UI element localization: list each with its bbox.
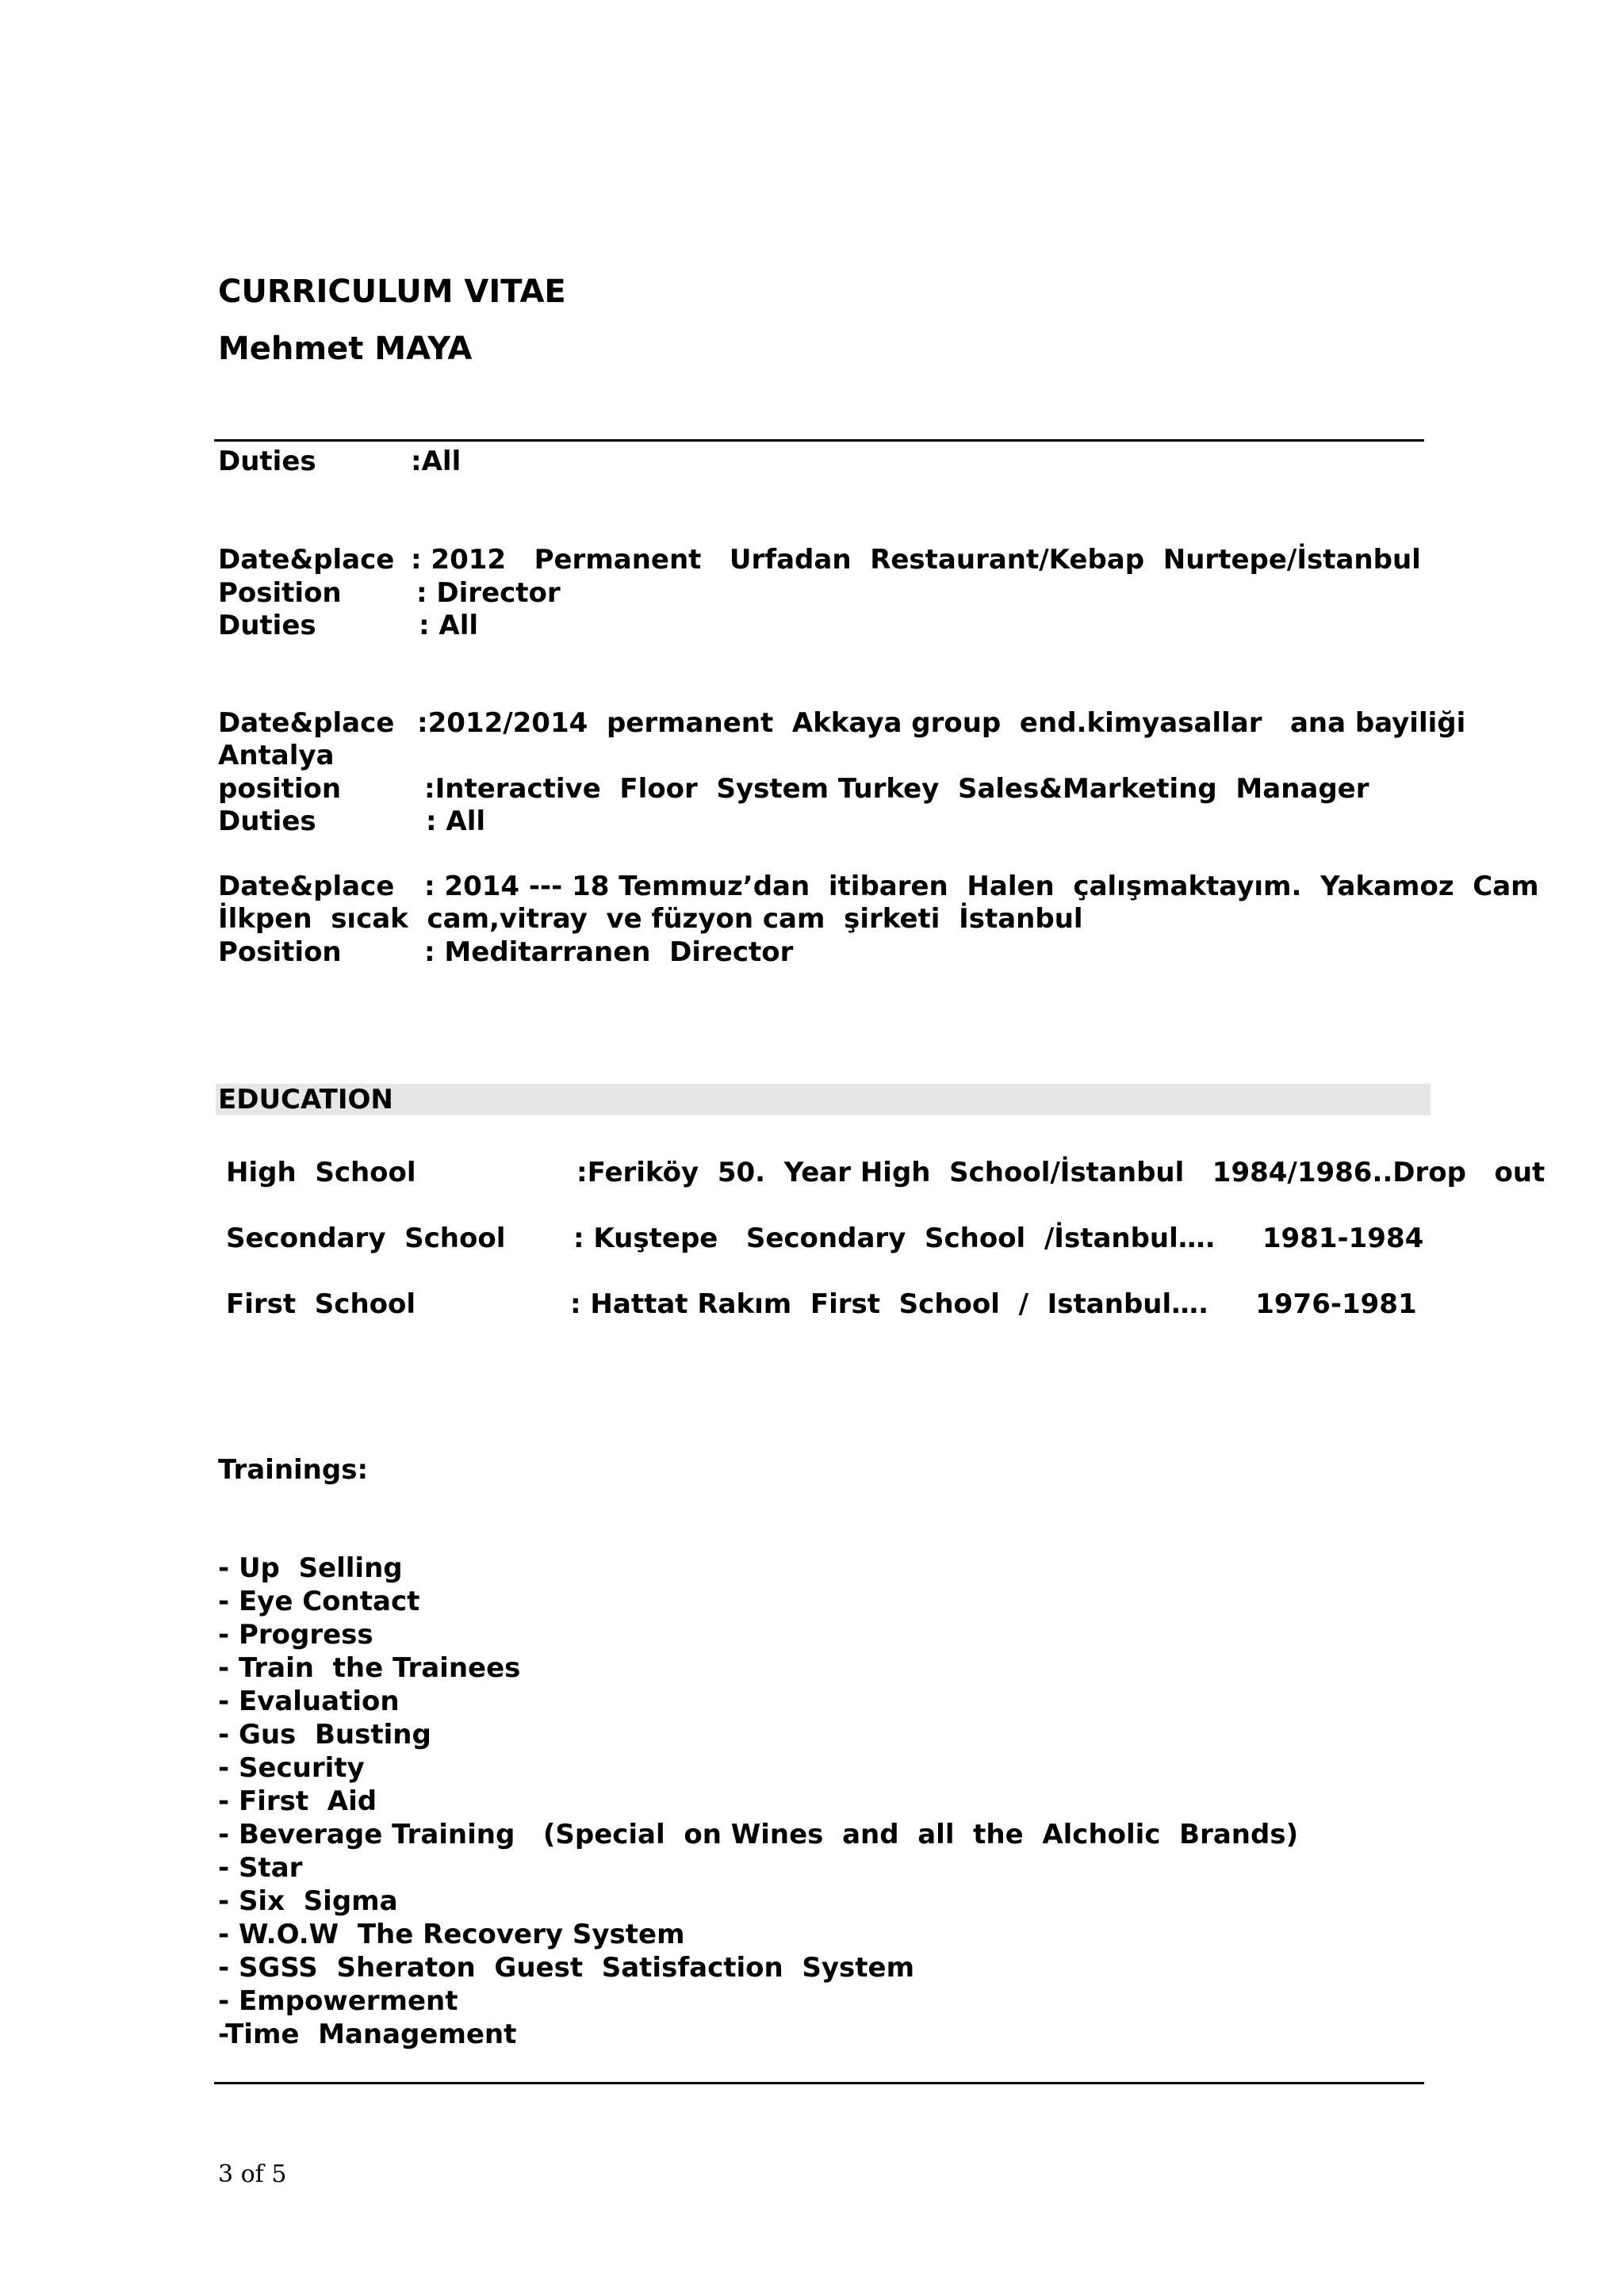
education-value: :Feriköy 50. Year High School/İstanbul 1984/1986..Drop out xyxy=(576,1157,1545,1188)
date-place-label: Date&place xyxy=(218,871,395,902)
duties-value: : All xyxy=(426,806,486,837)
duties-value: : All xyxy=(419,610,479,641)
list-item: - Evaluation xyxy=(218,1686,400,1717)
education-heading: EDUCATION xyxy=(218,1084,393,1115)
list-item: - W.O.W The Recovery System xyxy=(218,1919,685,1950)
document-title: CURRICULUM VITAE xyxy=(218,274,566,310)
position-value: : Director xyxy=(416,577,561,609)
list-item: - Eye Contact xyxy=(218,1586,420,1617)
duties-value: :All xyxy=(411,446,462,477)
date-place-label: Date&place xyxy=(218,544,395,576)
position-label: position xyxy=(218,773,342,805)
date-place-value: :2012/2014 permanent Akkaya group end.kimyasallar ana bayiliği xyxy=(417,707,1466,739)
bottom-divider xyxy=(214,2082,1424,2084)
position-label: Position xyxy=(218,936,342,968)
position-value: :Interactive Floor System Turkey Sales&Marketing Manager xyxy=(424,773,1369,805)
education-value: : Kuştepe Secondary School /İstanbul…. 1981-1984 xyxy=(573,1223,1424,1254)
date-place-label: Date&place xyxy=(218,707,395,739)
list-item: - Security xyxy=(218,1752,365,1784)
list-item: - Progress xyxy=(218,1619,373,1651)
list-item: - Train the Trainees xyxy=(218,1652,521,1684)
list-item: - Beverage Training (Special on Wines and all the Alcholic Brands) xyxy=(218,1819,1299,1850)
list-item: - SGSS Sheraton Guest Satisfaction System xyxy=(218,1952,914,1984)
list-item: - Six Sigma xyxy=(218,1885,398,1917)
date-place-value: : 2012 Permanent Urfadan Restaurant/Kebap Nurtepe/İstanbul xyxy=(411,544,1421,576)
person-name: Mehmet MAYA xyxy=(218,331,473,367)
duties-label: Duties xyxy=(218,610,316,641)
list-item: -Time Management xyxy=(218,2019,517,2050)
trainings-list xyxy=(218,1552,1298,2051)
position-label: Position xyxy=(218,577,342,609)
duties-label: Duties xyxy=(218,806,316,837)
education-value: : Hattat Rakım First School / Istanbul…. 1976-1981 xyxy=(570,1288,1417,1320)
duties-label: Duties xyxy=(218,446,316,477)
date-place-continuation: Antalya xyxy=(218,740,335,771)
top-divider xyxy=(214,439,1424,442)
list-item: - Empowerment xyxy=(218,1985,458,2017)
list-item: - First Aid xyxy=(218,1785,377,1817)
date-place-continuation: İlkpen sıcak cam,vitray ve füzyon cam şirketi İstanbul xyxy=(218,903,1083,935)
position-value: : Meditarranen Director xyxy=(424,936,794,968)
page-number: 3 of 5 xyxy=(218,2160,287,2188)
list-item: - Star xyxy=(218,1852,303,1884)
list-item: - Gus Busting xyxy=(218,1719,431,1751)
date-place-value: : 2014 --- 18 Temmuz’dan itibaren Halen çalışmaktayım. Yakamoz Cam xyxy=(424,871,1539,902)
education-label: High School xyxy=(226,1157,416,1188)
trainings-heading: Trainings: xyxy=(218,1454,369,1486)
education-heading-band xyxy=(216,1084,1431,1115)
education-label: Secondary School xyxy=(226,1223,506,1254)
list-item: - Up Selling xyxy=(218,1552,403,1584)
education-label: First School xyxy=(226,1288,416,1320)
